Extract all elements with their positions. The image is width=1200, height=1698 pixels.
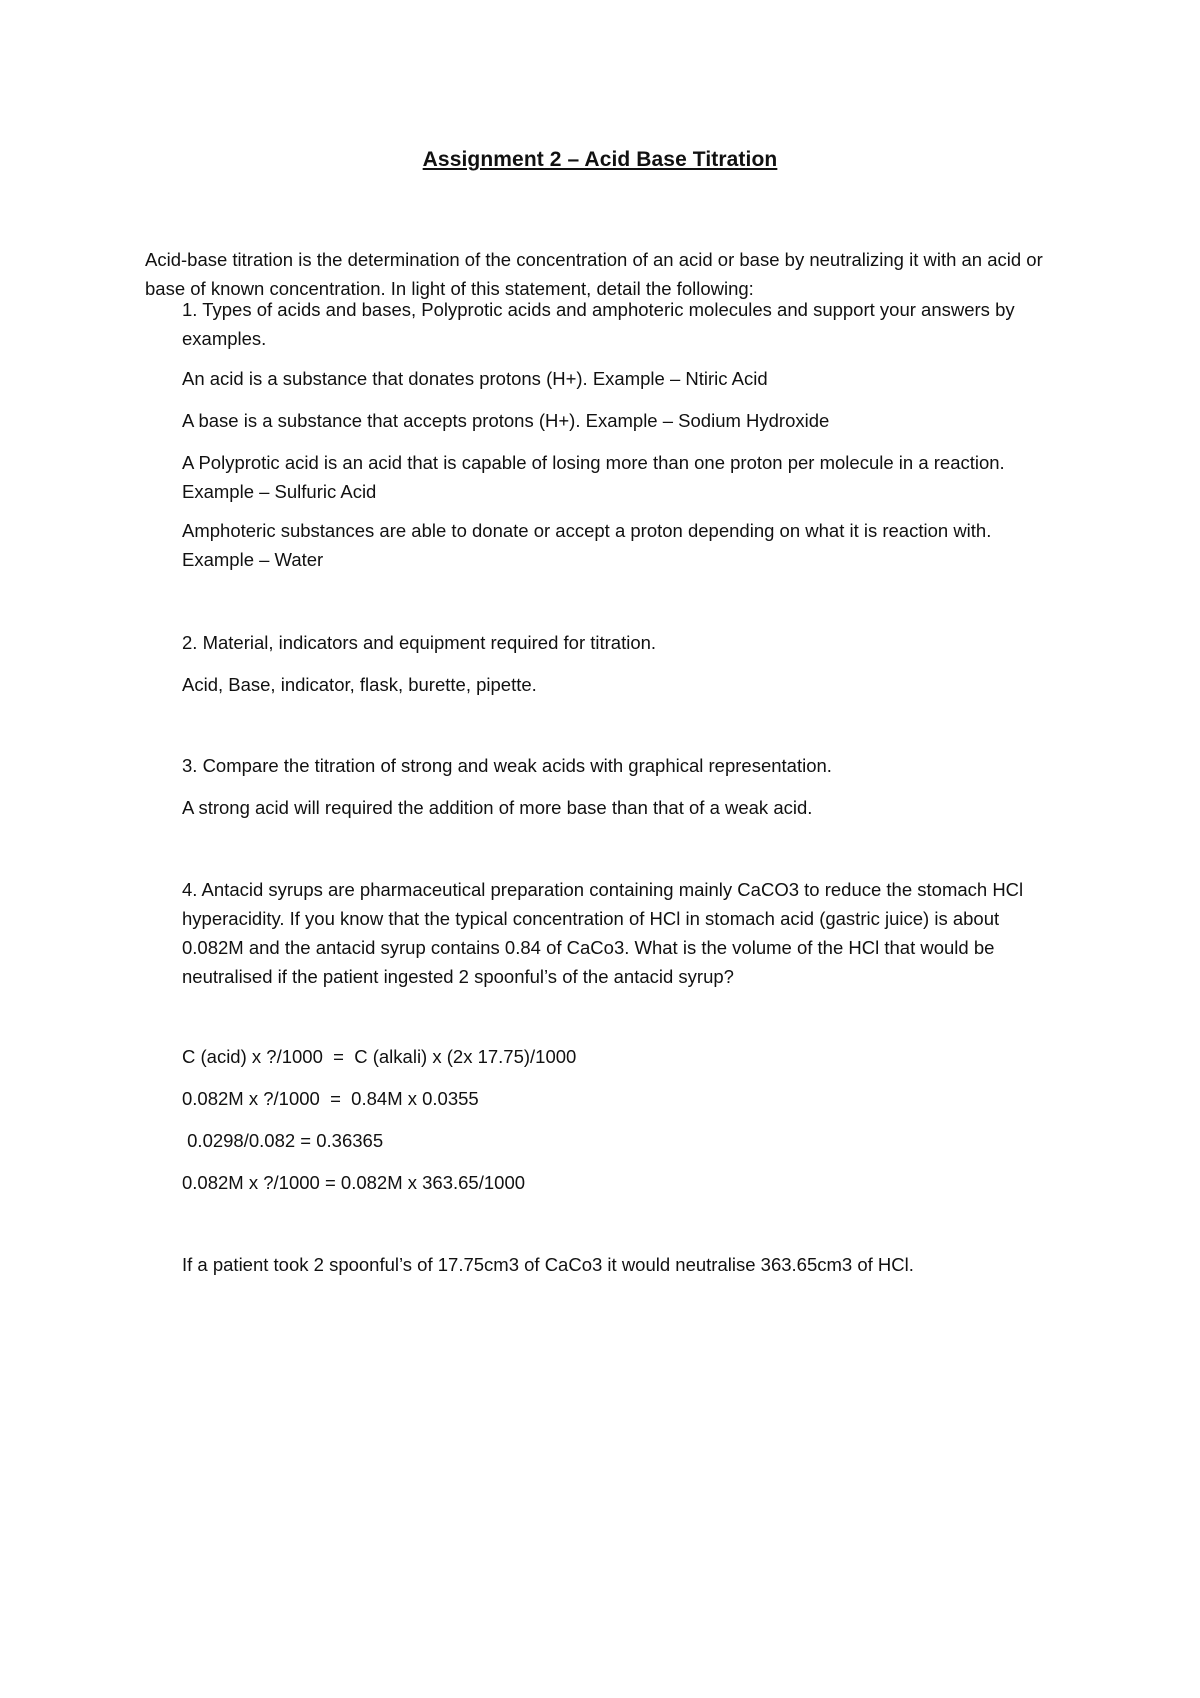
q4-question: 4. Antacid syrups are pharmaceutical preparation containing mainly CaCO3 to reduce the stomach HCl hyperacidity. If you know that the typical concentration of HCl in stomach acid (gastric juice) is about 0.082M and the antacid syrup contains 0.84 of CaCo3. What is the volume of the HCl that would be neutralised if the patient ingested 2 spoonful’s of the antacid syrup?: [182, 879, 1024, 987]
q3-question: 3. Compare the titration of strong and weak acids with graphical representation.: [182, 755, 832, 776]
q4-conclusion: If a patient took 2 spoonful’s of 17.75cm3 of CaCo3 it would neutralise 363.65cm3 of HCl.: [182, 1254, 914, 1275]
q4-equation-3: 0.0298/0.082 = 0.36365: [182, 1130, 384, 1151]
q2-answer: Acid, Base, indicator, flask, burette, pipette.: [182, 674, 537, 695]
q4-equation-2: 0.082M x ?/1000 = 0.84M x 0.0355: [182, 1088, 479, 1109]
q1-question: 1. Types of acids and bases, Polyprotic acids and amphoteric molecules and support your answers by examples.: [182, 299, 1015, 349]
q3-answer: A strong acid will required the addition of more base than that of a weak acid.: [182, 797, 813, 818]
intro-paragraph: Acid-base titration is the determination of the concentration of an acid or base by neutralizing it with an acid or base of known concentration. In light of this statement, detail the following:: [145, 249, 1043, 299]
q1-base-answer: A base is a substance that accepts protons (H+). Example – Sodium Hydroxide: [182, 410, 830, 431]
q1-polyprotic-answer: A Polyprotic acid is an acid that is capable of losing more than one proton per molecule in a reaction. Example – Sulfuric Acid: [182, 452, 1005, 502]
q2-question: 2. Material, indicators and equipment required for titration.: [182, 632, 657, 653]
q4-equation-4: 0.082M x ?/1000 = 0.082M x 363.65/1000: [182, 1172, 526, 1193]
document-title: Assignment 2 – Acid Base Titration: [422, 148, 778, 171]
q1-amphoteric-answer: Amphoteric substances are able to donate or accept a proton depending on what it is reaction with. Example – Water: [182, 520, 992, 570]
q4-equation-1: C (acid) x ?/1000 = C (alkali) x (2x 17.75)/1000: [182, 1046, 577, 1067]
q1-acid-answer: An acid is a substance that donates protons (H+). Example – Ntiric Acid: [182, 368, 768, 389]
